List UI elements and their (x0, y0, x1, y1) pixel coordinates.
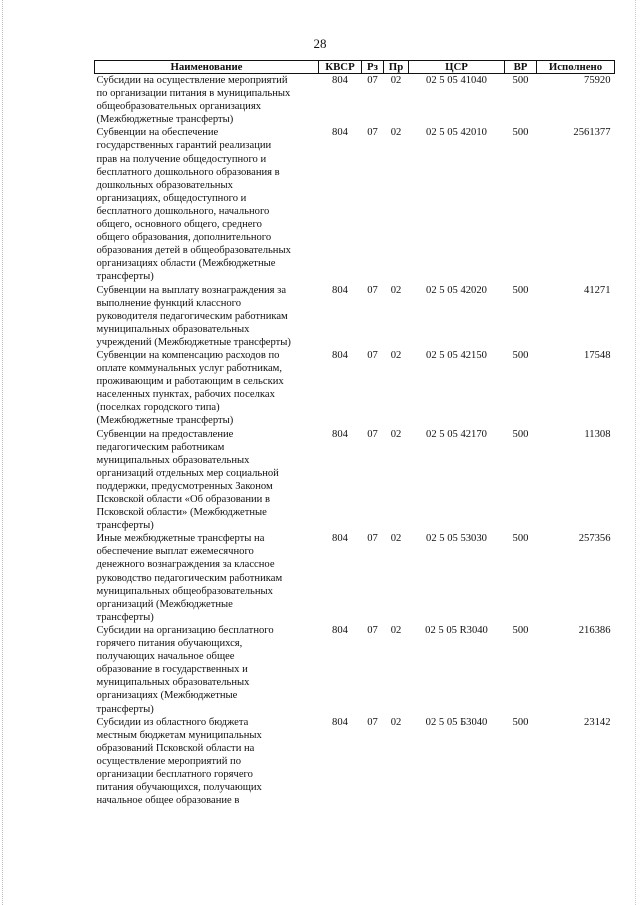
row-kvsr: 804 (332, 349, 348, 361)
row-pr: 02 (390, 624, 402, 636)
budget-table (94, 60, 615, 807)
row-name-line: муниципальных образовательных (96, 323, 250, 335)
row-name-line: Субсидии на осуществление мероприятий (96, 75, 288, 86)
row-name-line: горячего питания обучающихся, (96, 638, 243, 650)
table-row (95, 284, 615, 349)
header-vr: ВР (505, 61, 537, 74)
row-name-line: муниципальных образовательных (96, 677, 250, 689)
page-number: 28 (313, 36, 327, 51)
row-executed: 216386 (578, 624, 611, 636)
row-csr: 02 5 05 R3040 (425, 624, 488, 636)
row-name-line: трансферты) (96, 611, 154, 623)
row-name-line: организациях, общедоступного и (96, 192, 247, 204)
table-header-row (95, 61, 615, 74)
row-name-line: Субвенции на обеспечение (96, 127, 219, 139)
row-name-line: Субсидии из областного бюджета (96, 716, 249, 728)
row-pr: 02 (390, 75, 402, 86)
table-row (95, 349, 615, 428)
row-name-line: общеобразовательных организациях (96, 101, 261, 113)
row-name-line: начальное общее образование в (96, 795, 240, 807)
row-name-line: прав на получение общедоступного и (96, 153, 267, 165)
row-name (95, 428, 319, 533)
row-name-line: государственных гарантий реализации (96, 140, 272, 152)
row-name-line: местным бюджетам муниципальных (96, 729, 262, 741)
row-name-line: руководителя педагогическим работникам (96, 310, 288, 322)
row-name-line: питания обучающихся, получающих (96, 782, 262, 794)
row-rz: 07 (367, 75, 378, 86)
row-name (95, 349, 319, 428)
row-name-line: организациях (Межбюджетные (96, 690, 238, 702)
row-name-line: Субсидии на организацию бесплатного (96, 624, 274, 636)
row-name-line: Субвенции на компенсацию расходов по (96, 349, 280, 361)
row-pr: 02 (390, 284, 402, 296)
row-name (95, 284, 319, 349)
row-vr: 500 (512, 624, 529, 636)
row-executed: 11308 (584, 428, 611, 440)
row-csr: 02 5 05 41040 (426, 75, 487, 86)
row-name-line: организаций (Межбюджетные (96, 598, 233, 610)
row-name-line: (Межбюджетные трансферты) (96, 114, 234, 126)
row-pr: 02 (390, 428, 402, 440)
row-rz: 07 (367, 349, 378, 361)
row-rz: 07 (367, 284, 378, 296)
row-name-line: населенных пунктах, рабочих поселках (96, 389, 275, 401)
row-name-line: муниципальных общеобразовательных (96, 585, 273, 597)
header-rz: Рз (362, 61, 384, 74)
header-kvsr: КВСР (319, 61, 362, 74)
row-executed: 17548 (584, 349, 611, 361)
row-vr: 500 (512, 75, 529, 86)
row-kvsr: 804 (332, 428, 348, 440)
row-name-line: общего, основного общего, среднего (96, 219, 262, 231)
row-pr: 02 (390, 716, 402, 728)
header-pr: Пр (384, 61, 409, 74)
row-name-line: трансферты) (96, 703, 154, 715)
row-pr: 02 (390, 533, 402, 545)
row-name (95, 126, 319, 283)
header-name: Наименование (95, 61, 319, 74)
row-csr: 02 5 05 42170 (426, 428, 487, 440)
row-csr: 02 5 05 42020 (426, 284, 487, 296)
row-vr: 500 (512, 349, 529, 361)
row-csr: 02 5 05 42010 (426, 127, 487, 139)
row-executed: 2561377 (573, 127, 611, 139)
row-kvsr: 804 (332, 716, 348, 728)
row-vr: 500 (512, 533, 529, 545)
row-vr: 500 (512, 716, 529, 728)
row-name-line: Субвенции на предоставление (96, 428, 234, 440)
row-rz: 07 (367, 716, 378, 728)
row-pr: 02 (390, 127, 402, 139)
row-name-line: по организации питания в муниципальных (96, 88, 291, 100)
row-vr: 500 (512, 127, 529, 139)
row-name (95, 716, 319, 808)
row-rz: 07 (367, 428, 378, 440)
row-vr: 500 (512, 284, 529, 296)
row-name (95, 74, 319, 127)
header-executed: Исполнено (537, 61, 615, 74)
row-csr: 02 5 05 Б3040 (425, 716, 488, 728)
row-name-line: бесплатного дошкольного, начального (96, 205, 270, 217)
row-name (95, 624, 319, 716)
row-rz: 07 (367, 533, 378, 545)
row-name-line: (поселках городского типа) (96, 402, 220, 414)
row-executed: 41271 (584, 284, 611, 296)
table-row (95, 716, 615, 808)
row-rz: 07 (367, 127, 378, 139)
row-name-line: образований Псковской области на (96, 742, 255, 754)
row-name-line: Псковской области «Об образовании в (96, 494, 270, 505)
row-name-line: руководство педагогическим работникам (96, 572, 283, 584)
row-executed: 257356 (578, 533, 611, 545)
row-rz: 07 (367, 624, 378, 636)
row-name-line: трансферты) (96, 520, 154, 532)
row-name-line: Псковской области» (Межбюджетные (96, 507, 267, 519)
row-name-line: образование в государственных и (96, 664, 248, 676)
row-name-line: общего образования, дополнительного (96, 232, 272, 244)
row-csr: 02 5 05 42150 (426, 349, 487, 361)
scan-edge-right (635, 0, 637, 905)
table-row (95, 74, 615, 127)
row-name-line: организациях области (Межбюджетные (96, 258, 276, 270)
table-row (95, 428, 615, 533)
table-row (95, 624, 615, 716)
row-executed: 75920 (584, 75, 611, 86)
scan-edge-left (2, 0, 4, 905)
row-name-line: организации бесплатного горячего (96, 768, 253, 780)
row-name (95, 532, 319, 624)
table-row (95, 532, 615, 624)
header-csr: ЦСР (409, 61, 505, 74)
row-kvsr: 804 (332, 284, 348, 296)
row-name-line: организаций отдельных мер социальной (96, 467, 279, 479)
table-row (95, 126, 615, 283)
row-name-line: обеспечение выплат ежемесячного (96, 546, 254, 558)
row-executed: 23142 (584, 716, 611, 728)
row-name-line: образования детей в общеобразовательных (96, 245, 291, 257)
row-name-line: Иные межбюджетные трансферты на (96, 533, 265, 545)
row-kvsr: 804 (332, 533, 348, 545)
row-vr: 500 (512, 428, 529, 440)
row-kvsr: 804 (332, 75, 348, 86)
row-name-line: Субвенции на выплату вознаграждения за (96, 284, 287, 296)
row-name-line: оплате коммунальных услуг работникам, (96, 363, 283, 375)
row-name-line: дошкольных образовательных (96, 179, 233, 191)
row-name-line: проживающим и работающим в сельских (96, 376, 284, 388)
row-pr: 02 (390, 349, 402, 361)
row-kvsr: 804 (332, 624, 348, 636)
row-name-line: педагогическим работникам (96, 441, 225, 453)
row-name-line: трансферты) (96, 271, 154, 283)
row-name-line: бесплатного дошкольного образования в (96, 166, 280, 178)
row-name-line: поддержки, предусмотренных Законом (96, 480, 273, 492)
row-kvsr: 804 (332, 127, 348, 139)
row-csr: 02 5 05 53030 (426, 533, 487, 545)
row-name-line: денежного вознаграждения за классное (96, 559, 275, 571)
row-name-line: осуществление мероприятий по (96, 755, 242, 767)
row-name-line: муниципальных образовательных (96, 454, 250, 466)
row-name-line: (Межбюджетные трансферты) (96, 415, 234, 427)
row-name-line: получающих начальное общее (96, 651, 235, 663)
row-name-line: выполнение функций классного (96, 297, 242, 309)
table-body (95, 74, 615, 808)
row-name-line: учреждений (Межбюджетные трансферты) (96, 336, 291, 348)
